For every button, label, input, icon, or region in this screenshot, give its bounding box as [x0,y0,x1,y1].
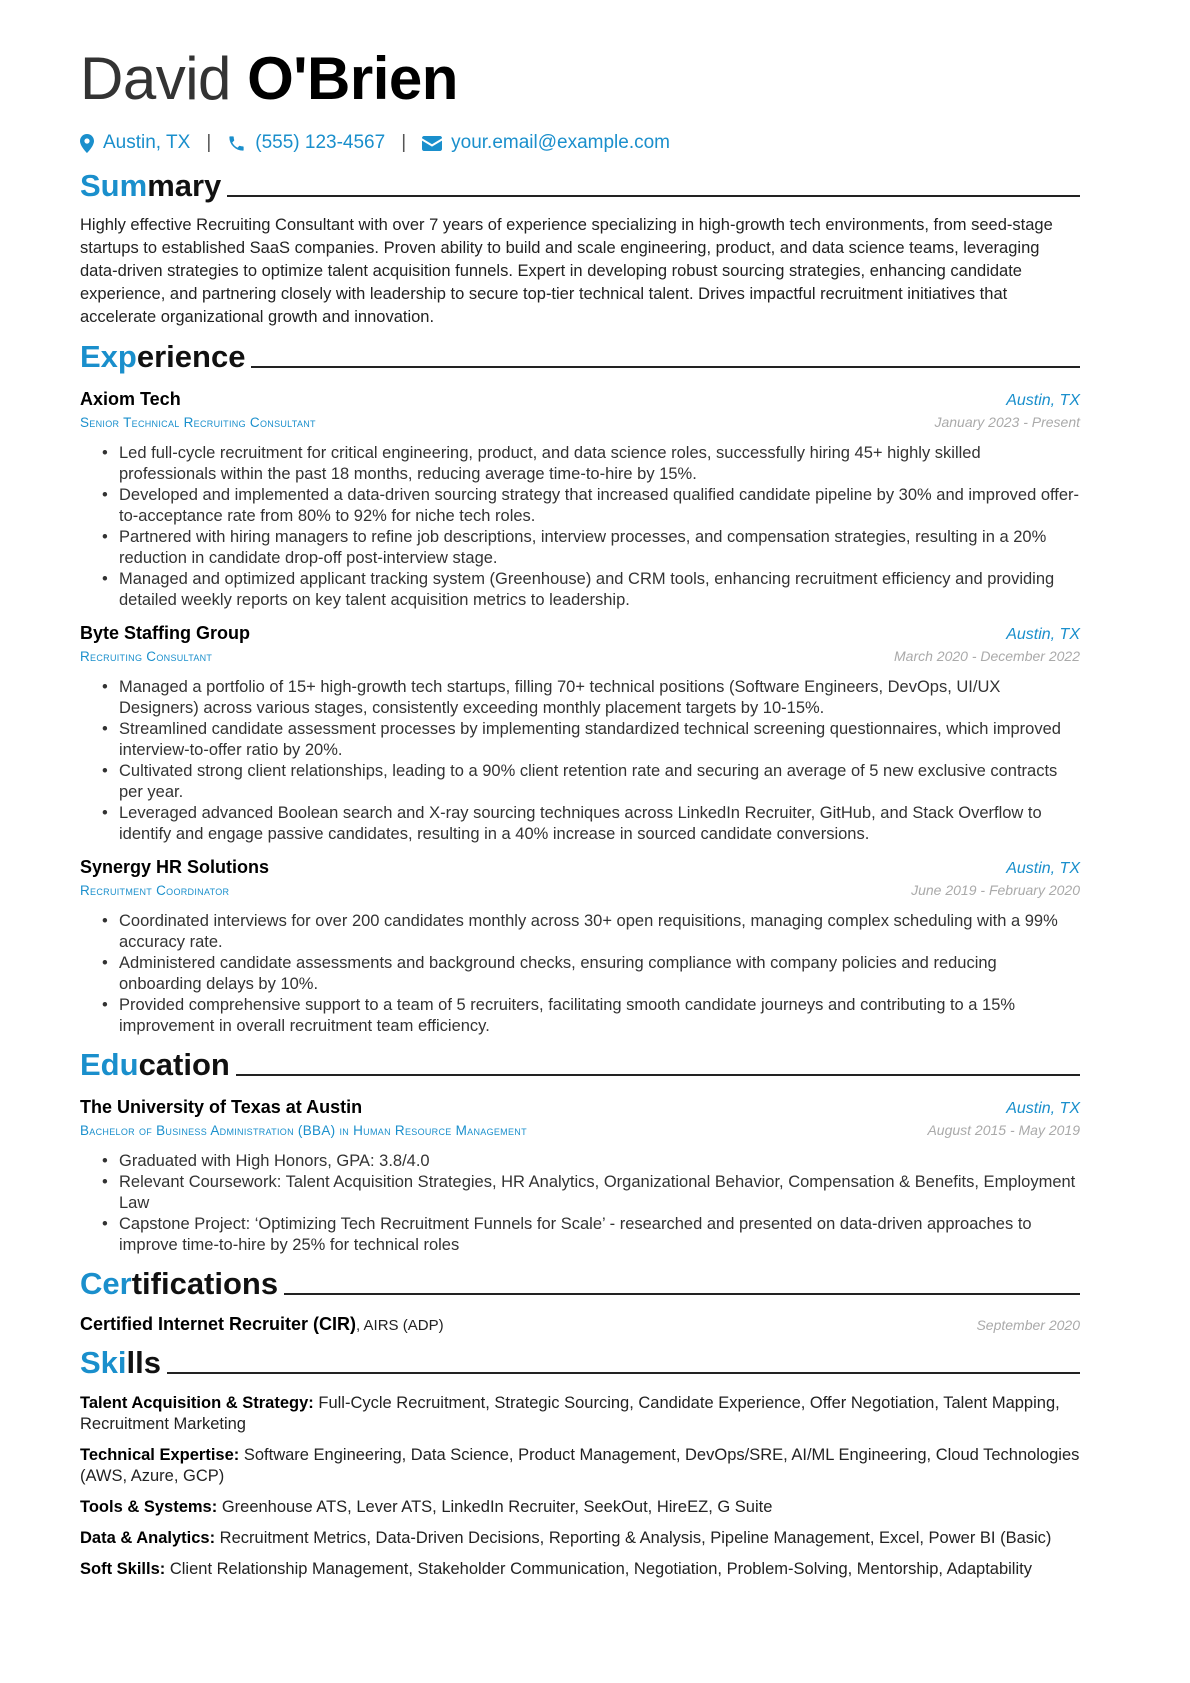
bullet-item: • Partnered with hiring managers to refine job descriptions, interview processes, and compensation strategies, resulting in a 20% reduction in candidate drop-off post-interview stage. [102,527,1080,569]
title-rest: erience [136,339,246,374]
title-accent: Sum [80,168,148,203]
company-name: Byte Staffing Group [80,623,250,643]
section-header [80,1264,1080,1304]
entry-row [80,412,1080,433]
skill-line [80,1528,1080,1549]
company-name: Synergy HR Solutions [80,857,270,877]
summary-section [80,166,1080,329]
email-link: your.email@example.com [451,132,670,153]
job-entry [80,621,1080,845]
entry-row [80,855,1080,880]
education-entry [80,1095,1080,1256]
section-rule [251,366,1080,368]
entry-row [80,621,1080,646]
certification-title [80,1314,444,1335]
section-rule [236,1074,1080,1076]
phone-icon [227,134,246,153]
skill-label: Technical Expertise: [80,1446,240,1464]
contact-separator: | [401,132,407,153]
section-header [80,166,1080,206]
job-title: Recruitment Coordinator [80,883,230,898]
certification-entry [80,1314,1080,1335]
bullet-item: • Led full-cycle recruitment for critical engineering, product, and data science roles, successfully hiring 45+ highly skilled professionals within the past 18 months, reducing average time-to-hire by 15%. [102,443,1080,485]
candidate-name [80,40,1080,118]
skill-line [80,1559,1080,1580]
job-entry [80,387,1080,611]
bullet-item: • Provided comprehensive support to a team of 5 recruiters, facilitating smooth candidate journeys and contributing to a 15% improvement in overall recruitment team efficiency. [102,995,1080,1037]
skill-label: Data & Analytics: [80,1529,216,1547]
job-title: Recruiting Consultant [80,649,213,664]
skill-label: Tools & Systems: [80,1498,218,1516]
education-bullets [80,1151,1080,1256]
title-rest: mary [147,168,222,203]
summary-text: Highly effective Recruiting Consultant with over 7 years of experience specializing in high-growth tech environments, from seed-stage startups to established SaaS companies. Proven ability to build and scale engineering, product, and data science teams, leveraging data-driven strategies to optimize talent acquisition funnels. Expert in developing robust sourcing strategies, enhancing candidate experience, and partnering closely with leadership to secure top-tier technical talent. Drives impactful recruitment initiatives that accelerate organizational growth and innovation. [80,216,1053,326]
section-title [80,1264,278,1304]
first-name: David [80,45,231,112]
skill-value: Recruitment Metrics, Data-Driven Decisions, Reporting & Analysis, Pipeline Management, Excel, Power BI (Basic) [215,1529,1052,1547]
title-accent: Exp [80,339,137,374]
entry-row [80,387,1080,412]
job-bullets [80,911,1080,1037]
section-title [80,1045,230,1085]
contact-email[interactable] [422,132,670,154]
section-header [80,1343,1080,1383]
location-text: Austin, TX [103,132,191,153]
job-location: Austin, TX [1006,392,1080,409]
bullet-item: • Managed a portfolio of 15+ high-growth tech startups, filling 70+ technical positions (Software Engineers, DevOps, UI/UX Designers) across various stages, consistently exceeding monthly placement targets by 10-15%. [102,677,1080,719]
section-rule [167,1372,1080,1374]
skill-label: Soft Skills: [80,1560,166,1578]
envelope-icon [422,136,442,151]
bullet-item: • Administered candidate assessments and background checks, ensuring compliance with company policies and reducing onboarding delays by 10%. [102,953,1080,995]
map-pin-icon [80,134,94,153]
education-section [80,1045,1080,1256]
last-name: O'Brien [247,45,458,112]
job-dates: March 2020 - December 2022 [894,648,1080,664]
bullet-item: • Developed and implemented a data-driven sourcing strategy that increased qualified candidate pipeline by 30% and improved offer-to-acceptance rate from 80% to 92% for niche tech roles. [102,485,1080,527]
bullet-item: • Leveraged advanced Boolean search and X-ray sourcing techniques across LinkedIn Recruiter, GitHub, and Stack Overflow to identify and engage passive candidates, resulting in a 40% increase in sourced candidate conversions. [102,803,1080,845]
bullet-item: • Managed and optimized applicant tracking system (Greenhouse) and CRM tools, enhancing recruitment efficiency and providing detailed weekly reports on key talent acquisition metrics to leadership. [102,569,1080,611]
title-accent: Cer [80,1266,132,1301]
bullet-item: • Coordinated interviews for over 200 candidates monthly across 30+ open requisitions, managing complex scheduling with a 99% accuracy rate. [102,911,1080,953]
section-title [80,337,245,377]
bullet-item: • Relevant Coursework: Talent Acquisition Strategies, HR Analytics, Organizational Behavior, Compensation & Benefits, Employment Law [102,1172,1080,1214]
contact-location [80,132,190,154]
bullet-item: • Cultivated strong client relationships, leading to a 90% client retention rate and securing an average of 5 new exclusive contracts per year. [102,761,1080,803]
education-dates: August 2015 - May 2019 [927,1122,1080,1138]
skill-value: Client Relationship Management, Stakeholder Communication, Negotiation, Problem-Solving, Mentorship, Adaptability [165,1560,1032,1578]
job-dates: June 2019 - February 2020 [911,882,1080,898]
entry-row [80,1095,1080,1120]
section-title [80,166,221,206]
title-rest: cation [138,1047,230,1082]
section-header [80,1045,1080,1085]
bullet-item: • Graduated with High Honors, GPA: 3.8/4.0 [102,1151,1080,1172]
certification-date: September 2020 [976,1317,1080,1333]
section-rule [284,1293,1080,1295]
skill-line [80,1497,1080,1518]
skill-line [80,1445,1080,1487]
skill-value: Software Engineering, Data Science, Product Management, DevOps/SRE, AI/ML Engineering, Cloud Technologies (AWS, Azure, GCP) [80,1446,1080,1485]
skill-label: Talent Acquisition & Strategy: [80,1394,314,1412]
job-location: Austin, TX [1006,860,1080,877]
job-entry [80,855,1080,1037]
entry-row [80,880,1080,901]
contact-separator: | [206,132,212,153]
title-accent: Edu [80,1047,139,1082]
contact-phone[interactable] [227,132,385,154]
title-rest: tifications [131,1266,279,1301]
entry-row [80,1120,1080,1141]
certifications-section [80,1264,1080,1335]
company-name: Axiom Tech [80,389,181,409]
skill-value: Greenhouse ATS, Lever ATS, LinkedIn Recruiter, SeekOut, HireEZ, G Suite [217,1498,773,1516]
bullet-item: • Capstone Project: ‘Optimizing Tech Recruitment Funnels for Scale’ - researched and presented on data-driven approaches to improve time-to-hire by 25% for technical roles [102,1214,1080,1256]
certification-name: Certified Internet Recruiter (CIR) [80,1314,357,1334]
certification-issuer: , AIRS (ADP) [356,1317,444,1334]
job-bullets [80,677,1080,845]
job-location: Austin, TX [1006,626,1080,643]
section-title [80,1343,161,1383]
section-rule [227,195,1080,197]
experience-section [80,337,1080,1037]
skill-value: Full-Cycle Recruitment, Strategic Sourcing, Candidate Experience, Offer Negotiation, Talent Mapping, Recruitment Marketing [80,1394,1060,1433]
title-accent: Ski [80,1345,127,1380]
bullet-item: • Streamlined candidate assessment processes by implementing standardized technical screening questionnaires, which improved interview-to-offer ratio by 20%. [102,719,1080,761]
skills-section [80,1343,1080,1580]
job-bullets [80,443,1080,611]
job-title: Senior Technical Recruiting Consultant [80,415,316,430]
job-dates: January 2023 - Present [934,414,1080,430]
school-location: Austin, TX [1006,1100,1080,1117]
contact-bar [80,128,1080,158]
section-header [80,337,1080,377]
degree-title: Bachelor of Business Administration (BBA) in Human Resource Management [80,1123,527,1138]
title-rest: lls [126,1345,161,1380]
entry-row [80,646,1080,667]
school-name: The University of Texas at Austin [80,1097,363,1117]
phone-text: (555) 123-4567 [255,132,386,153]
skill-line [80,1393,1080,1435]
